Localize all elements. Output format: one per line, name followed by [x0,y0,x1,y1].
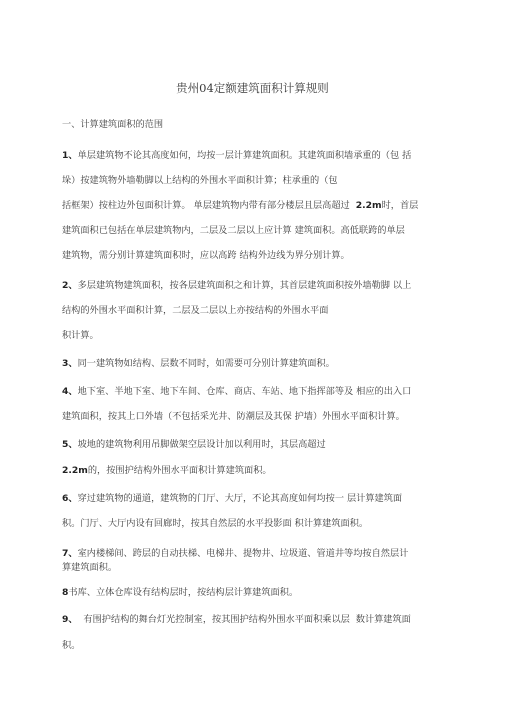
item-number: 3、 [62,358,78,369]
list-item-2-line-2: 结构的外围水平面积计算，二层及二层以上亦按结构的外围水平面 [62,305,329,316]
item-number: 9、 [62,614,78,625]
list-item-9-line-2: 积。 [62,640,81,651]
list-item-4-line-1: 4、地下室、半地下室、地下车间、仓库、商店、车站、地下指挥部等及 相应的出入口 [62,386,412,397]
item-number: 7、 [62,548,78,559]
section-heading: 一、计算建筑面积的范围 [62,119,164,130]
document-title: 贵州04定额建筑面积计算规则 [176,81,329,95]
list-item-9-line-1: 9、 有围护结构的舞台灯光控制室，按其围护结构外围水平面积乘以层 数计算建筑面 [62,614,411,625]
item-number: 2、 [62,280,78,291]
list-item-1-line-1: 1、单层建筑物不论其高度如何，均按一层计算建筑面积。其建筑面积墙承重的（包 括 [62,150,412,161]
list-item-1-line-3: 括框架）按柱边外包面积计算。 单层建筑物内带有部分楼层且层高超过 2.2m时，首层 [62,200,419,211]
list-item-8-line-1: 8书库、立体仓库设有结构层时，按结构层计算建筑面积。 [62,587,299,598]
list-item-3-line-1: 3、同一建筑物如结构、层数不同时，如需要可分别计算建筑面积。 [62,358,335,369]
list-item-6-line-2: 积。门厅、大厅内设有回廊时，按其自然层的水平投影面 积计算建筑面积。 [62,518,369,529]
list-item-2-line-3: 积计算。 [62,330,99,341]
item-number: 4、 [62,386,78,397]
item-number: 5、 [62,439,78,450]
height-value: 2.2m [62,465,88,476]
height-value: 2.2m [355,200,382,211]
list-item-5-line-1: 5、坡地的建筑物利用吊脚做架空层设计加以利用时，其层高超过 [62,439,326,450]
list-item-1-line-2: 垛）按建筑物外墙勒脚以上结构的外围水平面积计算；柱承重的（包 [62,175,338,186]
list-item-7-line-1: 7、室内楼梯间、跨层的自动扶梯、电梯井、提物井、垃圾道、管道井等均按自然层计 [62,548,409,559]
list-item-1-line-5: 建筑物，需分别计算建筑面积时，应以高跨 结构外边线为界分别计算。 [62,250,350,261]
list-item-5-line-2: 2.2m的，按围护结构外围水平面积计算建筑面积。 [62,465,272,476]
list-item-6-line-1: 6、穿过建筑物的通道，建筑物的门厅、大厅，不论其高度如何均按一 层计算建筑面 [62,493,403,504]
item-number: 8 [62,587,69,598]
list-item-7-line-2: 算建筑面积。 [62,562,118,573]
list-item-1-line-4: 建筑面积已包括在单层建筑物内，二层及二层以上应计算 建筑面积。高低联跨的单层 [62,225,405,236]
list-item-2-line-1: 2、多层建筑物建筑面积，按各层建筑面积之和计算，其首层建筑面积按外墙勒脚 以上 [62,280,412,291]
list-item-4-line-2: 建筑面积，按其上口外墙（不包括采光井、防潮层及其保 护墙）外围水平面积计算。 [62,411,405,422]
item-number: 1、 [62,150,78,161]
item-number: 6、 [62,493,78,504]
